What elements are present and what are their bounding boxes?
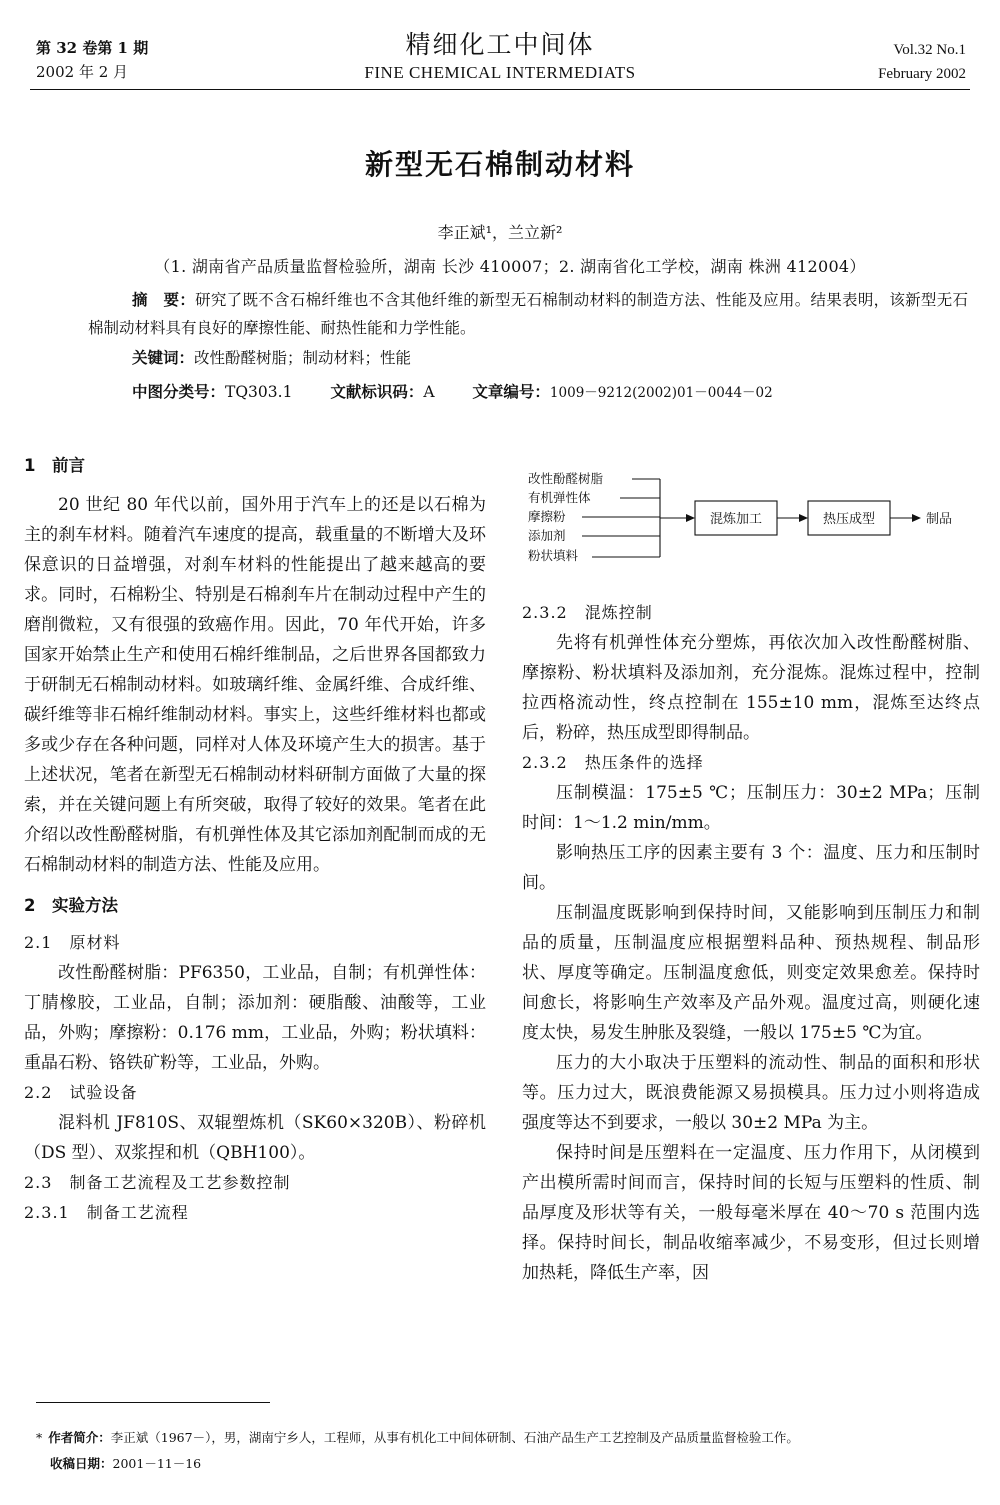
subsection-heading-materials: 2.1 原材料	[24, 933, 121, 952]
subsection-heading-equipment: 2.2 试验设备	[24, 1083, 138, 1102]
volume-issue-cn: 第 32 卷第 1 期	[36, 39, 149, 57]
flow-input-resin: 改性酚醛树脂	[528, 471, 604, 486]
paragraph-factors: 影响热压工序的因素主要有 3 个：温度、压力和压制时间。	[522, 843, 980, 893]
footnote-marker: *	[36, 1430, 43, 1445]
flow-step-mixing: 混炼加工	[709, 512, 763, 527]
article-no-value: 1009－9212(2002)01－0044－02	[549, 385, 773, 401]
abstract	[88, 286, 968, 342]
article-title: 新型无石棉制动材料	[364, 148, 635, 181]
subsection-heading-flow: 2.3.1 制备工艺流程	[24, 1203, 189, 1222]
received-text: 2001－11－16	[112, 1456, 202, 1471]
paragraph-equipment: 混料机 JF810S、双辊塑炼机（SK60×320B）、粉碎机（DS 型）、双浆捏和机（QBH100）。	[24, 1113, 486, 1163]
flow-input-friction-powder: 摩擦粉	[528, 509, 566, 524]
paragraph-press-conditions: 压制模温：175±5 ℃；压制压力：30±2 MPa；压制时间：1～1.2 min/mm。	[522, 783, 980, 833]
section-heading-methods: 2 实验方法	[24, 896, 118, 915]
flow-step-pressing: 热压成型	[822, 512, 876, 527]
paragraph-materials: 改性酚醛树脂：PF6350，工业品，自制；有机弹性体：丁腈橡胶，工业品，自制；添加剂：硬脂酸、油酸等，工业品，外购；摩擦粉：0.176 mm，工业品，外购；粉状填料：重晶石粉、铬铁矿粉等，工业品，外购。	[24, 963, 486, 1073]
header-left	[36, 36, 148, 84]
flow-arrowhead-2	[799, 514, 808, 522]
paragraph-pressure: 压力的大小取决于压塑料的流动性、制品的面积和形状等。压力过大，既浪费能源又易损模具。压力过小则将造成强度等达不到要求，一般以 30±2 MPa 为主。	[522, 1053, 980, 1133]
flow-input-elastomer: 有机弹性体	[528, 490, 591, 505]
clc-value: TQ303.1	[225, 383, 293, 401]
journal-name	[300, 28, 700, 84]
volume-issue-en: Vol.32 No.1	[893, 42, 966, 58]
date-cn: 2002 年 2 月	[36, 63, 129, 81]
doc-code-value: A	[423, 383, 435, 401]
paragraph-hold-time: 保持时间是压塑料在一定温度、压力作用下，从闭模到产出模所需时间而言，保持时间的长短与压塑料的性质、制品厚度及形状等有关，一般每毫米厚在 40～70 s 范围内选择。保持时间长，制品收缩率减少，不易变形，但过长则增加热耗，降低生产率，因	[522, 1143, 980, 1283]
flow-input-filler: 粉状填料	[528, 548, 579, 563]
abstract-text: 研究了既不含石棉纤维也不含其他纤维的新型无石棉制动材料的制造方法、性能及应用。结果表明，该新型无石棉制动材料具有良好的摩擦性能、耐热性能和力学性能。	[88, 291, 968, 337]
received-date	[50, 1451, 980, 1477]
paragraph-intro: 20 世纪 80 年代以前，国外用于汽车上的还是以石棉为主的刹车材料。随着汽车速度的提高，载重量的不断增大及环保意识的日益增强，对刹车材料的性能提出了越来越高的要求。同时，石棉粉尘、特别是石棉刹车片在制动过程中产生的磨削微粒，又有很强的致癌作用。因此，70 年代开始，许多国家开始禁止生产和使用石棉纤维制品，之后世界各国都致力于研制无石棉制动材料。如玻璃纤维、金属纤维、合成纤维、碳纤维等非石棉纤维制动材料。事实上，这些纤维材料也都或多或少存在各种问题，同样对人体及环境产生大的损害。基于上述状况，笔者在新型无石棉制动材料研制方面做了大量的探索，并在关键问题上有所突破，取得了较好的效果。笔者在此介绍以改性酚醛树脂，有机弹性体及其它添加剂配制而成的无石棉制动材料的制造方法、性能及应用。	[24, 495, 486, 875]
flow-input-additive: 添加剂	[528, 528, 566, 543]
journal-name-cn: 精细化工中间体	[405, 30, 595, 59]
keywords	[132, 344, 411, 372]
header-right	[878, 38, 966, 86]
classification-line	[132, 378, 773, 407]
affiliations: （1. 湖南省产品质量监督检验所，湖南 长沙 410007；2. 湖南省化工学校，湖南 株洲 412004）	[154, 257, 866, 276]
subsection-heading-process: 2.3 制备工艺流程及工艺参数控制	[24, 1173, 291, 1192]
journal-name-en: FINE CHEMICAL INTERMEDIATS	[364, 63, 636, 82]
authors: 李正斌¹，兰立新²	[437, 223, 563, 242]
footnote	[36, 1425, 980, 1477]
paragraph-temperature: 压制温度既影响到保持时间，又能影响到压制压力和制品的质量，压制温度应根据塑料品种、预热规程、制品形状、厚度等确定。压制温度愈低，则变定效果愈差。保持时间愈长，将影响生产效率及产品外观。温度过高，则硬化速度太快，易发生肿胀及裂缝，一般以 175±5 ℃为宜。	[522, 903, 980, 1043]
abstract-label: 摘 要：	[132, 291, 196, 309]
flow-arrowhead-3	[912, 514, 921, 522]
doc-code-label: 文献标识码：	[330, 383, 424, 401]
subsection-heading-hot-press: 2.3.2 热压条件的选择	[522, 753, 704, 772]
process-flowchart	[520, 465, 980, 575]
footnote-divider	[36, 1402, 270, 1403]
received-label: 收稿日期：	[50, 1456, 113, 1471]
section-heading-intro: 1 前言	[24, 456, 85, 475]
article-no-label: 文章编号：	[472, 383, 550, 401]
flow-arrowhead-1	[686, 514, 695, 522]
author-bio-text: 李正斌（1967－），男，湖南宁乡人，工程师，从事有机化工中间体研制、石油产品生产工艺控制及产品质量监督检验工作。	[110, 1430, 799, 1445]
subsection-heading-mixing: 2.3.2 混炼控制	[522, 603, 653, 622]
flow-output-product: 制品	[926, 512, 953, 527]
keywords-label: 关键词：	[132, 349, 195, 367]
right-column	[522, 598, 980, 1288]
clc-label: 中图分类号：	[132, 383, 226, 401]
header-divider	[30, 89, 970, 90]
paragraph-mixing: 先将有机弹性体充分塑炼，再依次加入改性酚醛树脂、摩擦粉、粉状填料及添加剂，充分混炼。混炼过程中，控制拉西格流动性，终点控制在 155±10 mm，混炼至达终点后，粉碎，热压成型即得制品。	[522, 633, 980, 743]
author-bio	[36, 1425, 980, 1451]
keywords-text: 改性酚醛树脂；制动材料；性能	[194, 349, 412, 367]
left-column	[24, 452, 486, 1228]
date-en: February 2002	[878, 66, 966, 82]
author-bio-label: 作者简介：	[48, 1430, 111, 1445]
